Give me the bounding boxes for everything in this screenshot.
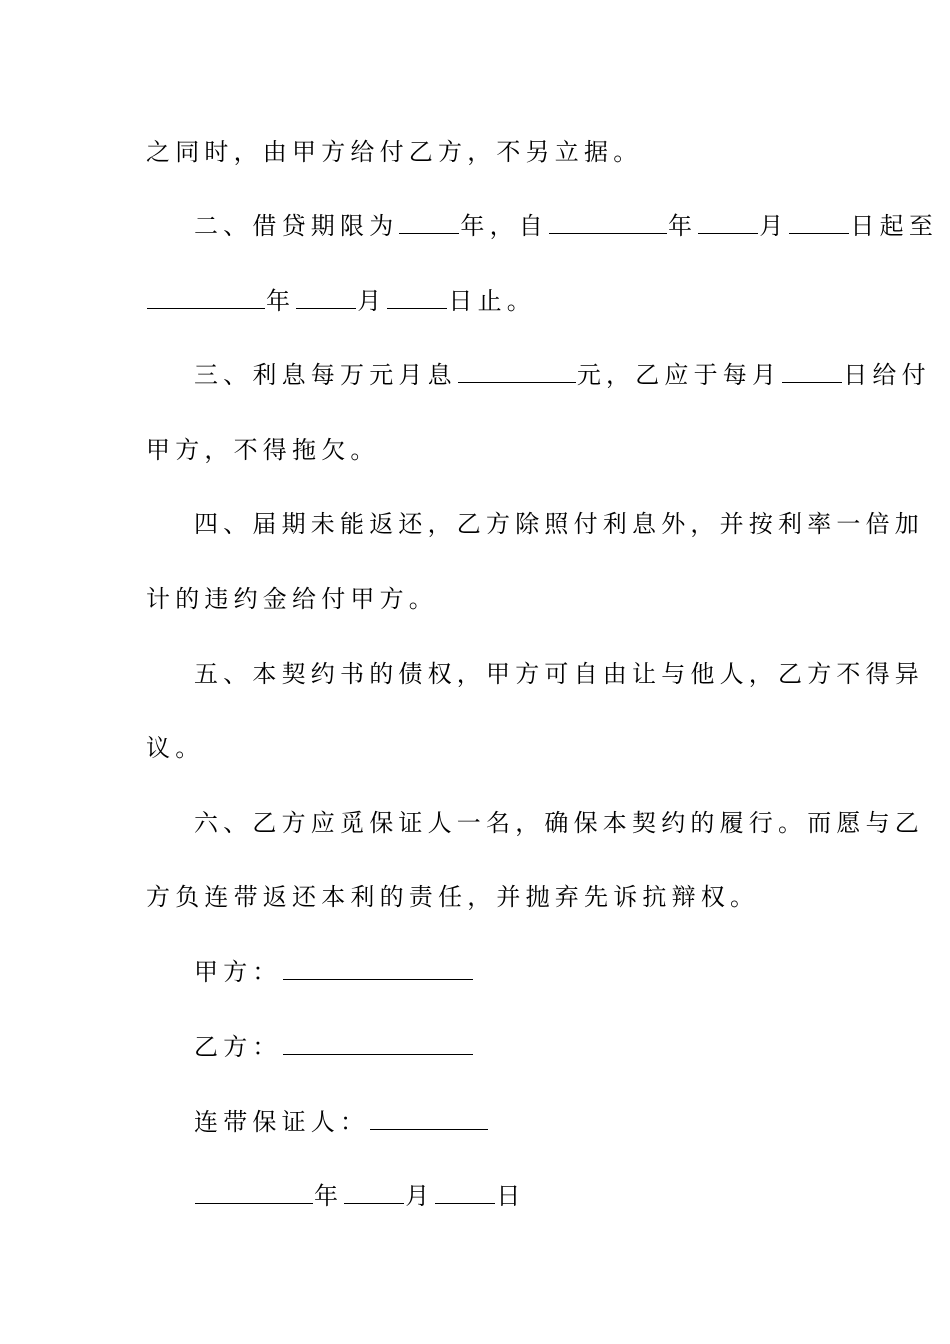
blank-end-day — [387, 307, 447, 309]
blank-start-month — [698, 232, 758, 234]
blank-end-year — [147, 307, 265, 309]
paragraph-4-line-2 — [146, 584, 438, 614]
text: 方负连带返还本利的责任，并抛弃先诉抗辩权。 — [146, 883, 760, 911]
blank-interest — [458, 381, 576, 383]
paragraph-5-line-2 — [146, 733, 204, 763]
signature-guarantor — [194, 1107, 489, 1137]
signature-party-a — [194, 957, 474, 987]
text: 日起至 — [850, 212, 939, 240]
text: 议。 — [146, 734, 205, 762]
blank-sign-month — [344, 1202, 404, 1204]
paragraph-6-line-1 — [194, 808, 924, 838]
text: 六、乙方应觅保证人一名，确保本契约的履行。而愿与乙 — [194, 809, 924, 837]
text: 日 — [496, 1182, 526, 1210]
label: 乙方： — [194, 1033, 282, 1061]
paragraph-2-line-2 — [146, 286, 536, 316]
text: 月 — [357, 287, 387, 315]
label: 连带保证人： — [194, 1108, 370, 1136]
paragraph-4-line-1 — [194, 509, 924, 539]
label: 甲方： — [194, 958, 282, 986]
text: 年 — [668, 212, 698, 240]
text: 日止。 — [448, 287, 537, 315]
text: 日给付 — [843, 361, 931, 389]
blank-start-day — [789, 232, 849, 234]
paragraph-2-line-1 — [194, 211, 938, 241]
text: 四、届期未能返还，乙方除照付利息外，并按利率一倍加 — [194, 510, 924, 538]
signature-date — [194, 1181, 526, 1211]
text: 计的违约金给付甲方。 — [146, 585, 438, 613]
blank-party-a — [283, 978, 473, 980]
text: 二、借贷期限为 — [194, 212, 399, 240]
text: 五、本契约书的债权，甲方可自由让与他人，乙方不得异 — [194, 660, 924, 688]
blank-party-b — [283, 1053, 473, 1055]
text: 月 — [759, 212, 789, 240]
blank-start-year — [549, 232, 667, 234]
paragraph-3-line-2 — [146, 435, 380, 465]
blank-guarantor — [370, 1128, 488, 1130]
text: 年，自 — [460, 212, 549, 240]
signature-party-b — [194, 1032, 474, 1062]
blank-pay-day — [782, 381, 842, 383]
text: 元，乙应于每月 — [576, 361, 782, 389]
text: 年 — [314, 1182, 344, 1210]
text: 三、利息每万元月息 — [194, 361, 457, 389]
text: 月 — [405, 1182, 435, 1210]
paragraph-6-line-2 — [146, 882, 759, 912]
blank-years — [399, 232, 459, 234]
paragraph-1-continuation — [146, 137, 642, 167]
blank-sign-year — [195, 1202, 313, 1204]
text: 之同时，由甲方给付乙方，不另立据。 — [146, 138, 643, 166]
text: 甲方，不得拖欠。 — [146, 436, 380, 464]
blank-sign-day — [435, 1202, 495, 1204]
paragraph-3-line-1 — [194, 360, 931, 390]
blank-end-month — [296, 307, 356, 309]
text: 年 — [266, 287, 296, 315]
paragraph-5-line-1 — [194, 659, 924, 689]
